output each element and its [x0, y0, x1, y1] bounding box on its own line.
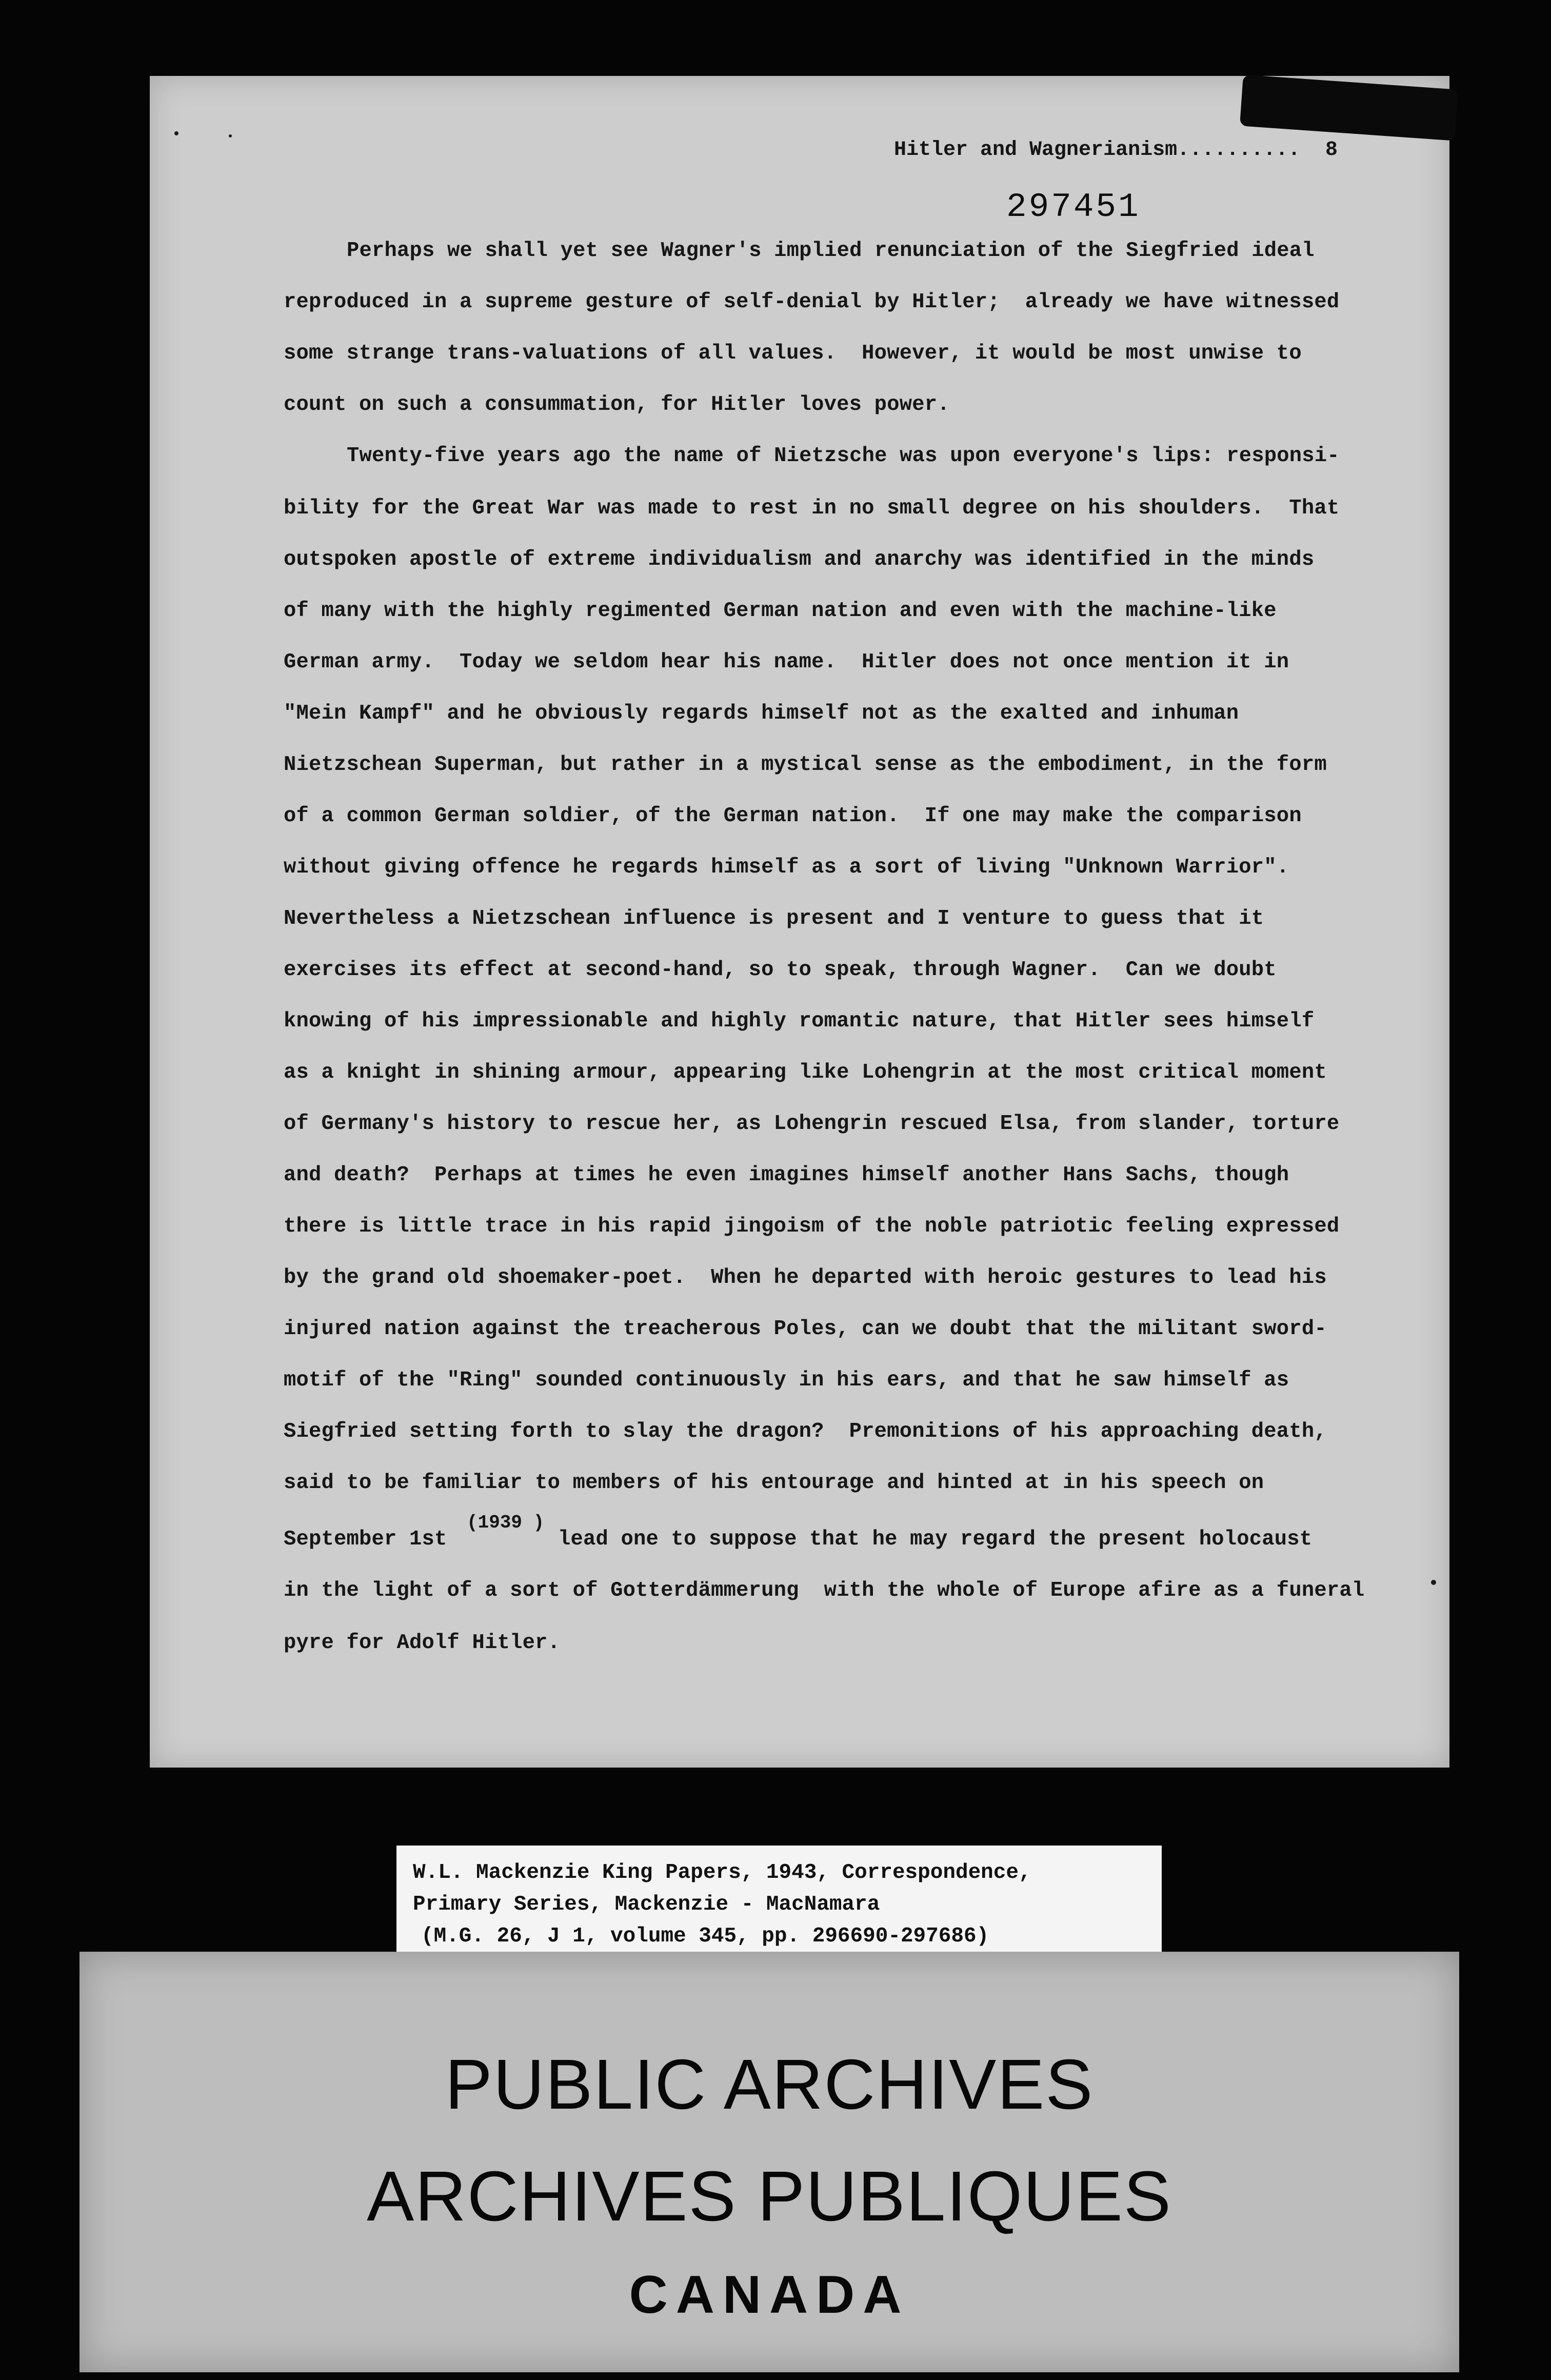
text-line: Perhaps we shall yet see Wagner's implied renunciation of the Siegfried ideal: [347, 239, 1315, 263]
text-line: of a common German soldier, of the German nation. If one may make the comparison: [284, 804, 1302, 828]
text-line: some strange trans-valuations of all values. However, it would be most unwise to: [284, 342, 1302, 365]
text-line: there is little trace in his rapid jingoism of the noble patriotic feeling expressed: [284, 1215, 1340, 1238]
text-line: Nietzschean Superman, but rather in a mystical sense as the embodiment, in the form: [284, 753, 1327, 777]
handwritten-date-note: (1939 ): [467, 1512, 545, 1533]
text-line: of Germany's history to rescue her, as Lohengrin rescued Elsa, from slander, torture: [284, 1112, 1340, 1136]
citation-line: Primary Series, Mackenzie - MacNamara: [413, 1893, 880, 1916]
text-line: as a knight in shining armour, appearing like Lohengrin at the most critical moment: [284, 1061, 1327, 1084]
running-header: Hitler and Wagnerianism..........: [894, 138, 1301, 162]
text-line: outspoken apostle of extreme individualism and anarchy was identified in the minds: [284, 548, 1315, 571]
text-line: German army. Today we seldom hear his name. Hitler does not once mention it in: [284, 650, 1289, 674]
citation-line: W.L. Mackenzie King Papers, 1943, Correspondence,: [413, 1861, 1031, 1885]
scan-speck: [229, 134, 232, 137]
text-line: pyre for Adolf Hitler.: [284, 1631, 561, 1655]
scan-speck: [174, 131, 178, 135]
text-line: injured nation against the treacherous Poles, can we doubt that the militant sword-: [284, 1317, 1327, 1341]
text-line: without giving offence he regards himself as a sort of living "Unknown Warrior".: [284, 856, 1289, 879]
text-line: said to be familiar to members of his entourage and hinted at in his speech on: [284, 1471, 1264, 1495]
text-line: by the grand old shoemaker-poet. When he departed with heroic gestures to lead his: [284, 1266, 1327, 1290]
text-line: reproduced in a supreme gesture of self-denial by Hitler; already we have witnessed: [284, 290, 1340, 314]
text-line: in the light of a sort of Gotterdämmerung with the whole of Europe afire as a funeral: [284, 1579, 1365, 1602]
text-line: count on such a consummation, for Hitler loves power.: [284, 393, 950, 417]
text-line: Twenty-five years ago the name of Nietzsche was upon everyone's lips: responsi-: [347, 444, 1340, 468]
archive-stamp-country: CANADA: [629, 2265, 910, 2325]
text-line: September 1st: [284, 1528, 447, 1551]
header-page-mark: 8: [1325, 138, 1338, 162]
text-line: knowing of his impressionable and highly romantic nature, that Hitler sees himself: [284, 1009, 1315, 1033]
scan-speck: [1431, 1580, 1436, 1585]
archive-stamp-card: [79, 1952, 1459, 2372]
citation-line: (M.G. 26, J 1, volume 345, pp. 296690-297686): [421, 1925, 989, 1948]
text-line: Siegfried setting forth to slay the dragon? Premonitions of his approaching death,: [284, 1420, 1327, 1443]
text-line: and death? Perhaps at times he even imagines himself another Hans Sachs, though: [284, 1163, 1289, 1187]
document-number: 297451: [1006, 188, 1141, 226]
archive-stamp-line: ARCHIVES PUBLIQUES: [367, 2157, 1172, 2236]
text-line: lead one to suppose that he may regard the present holocaust: [558, 1528, 1313, 1551]
text-line: Nevertheless a Nietzschean influence is present and I venture to guess that it: [284, 907, 1264, 930]
text-line: exercises its effect at second-hand, so to speak, through Wagner. Can we doubt: [284, 958, 1277, 982]
citation-label: [396, 1846, 1162, 1964]
archive-stamp-line: PUBLIC ARCHIVES: [445, 2045, 1094, 2124]
text-line: bility for the Great War was made to rest in no small degree on his shoulders. That: [284, 497, 1340, 520]
text-line: motif of the "Ring" sounded continuously in his ears, and that he saw himself as: [284, 1369, 1289, 1392]
text-line: "Mein Kampf" and he obviously regards himself not as the exalted and inhuman: [284, 702, 1239, 725]
text-line: of many with the highly regimented German nation and even with the machine-like: [284, 599, 1277, 623]
